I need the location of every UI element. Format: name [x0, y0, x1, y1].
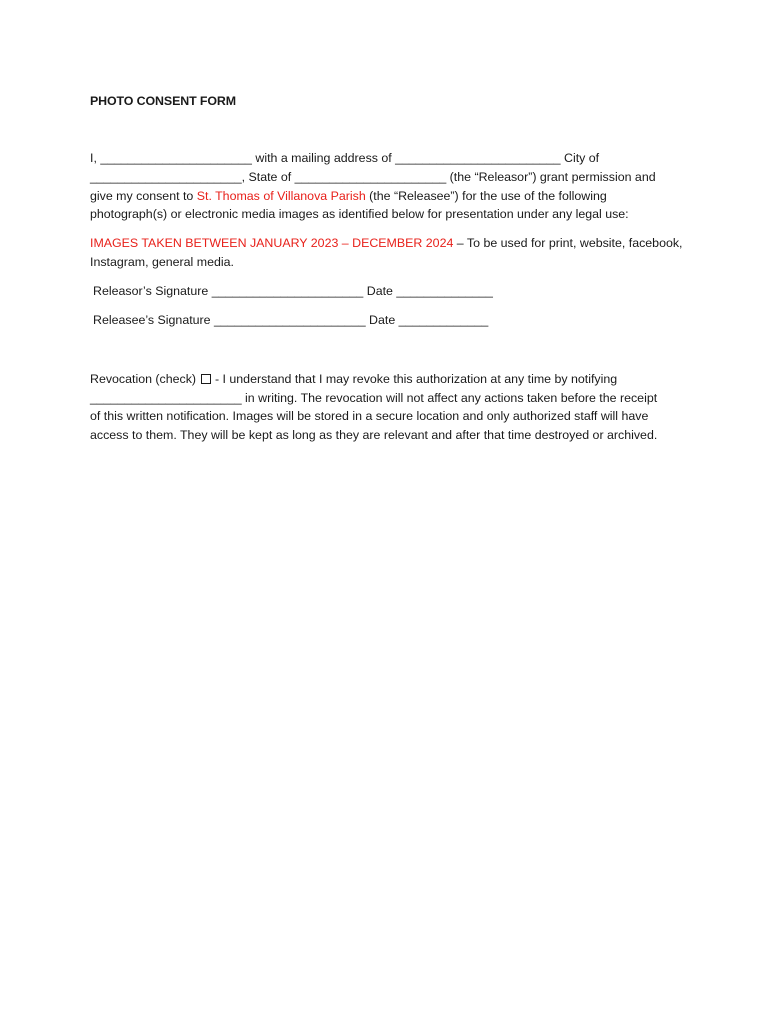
- form-content: [90, 94, 690, 455]
- spacer: [90, 340, 690, 370]
- images-line-1: [90, 234, 690, 253]
- revocation-label: Revocation (check): [90, 371, 200, 386]
- revocation-line-2: ______________________ in writing. The revocation will not affect any actions taken before the receipt: [90, 390, 658, 405]
- revocation-checkbox[interactable]: [201, 374, 211, 384]
- intro-line-3-pre: give my consent to: [90, 188, 197, 203]
- revocation-line-3: of this written notification. Images will be stored in a secure location and only authorized staff will have: [90, 409, 649, 424]
- images-line-2: Instagram, general media.: [90, 254, 234, 269]
- intro-line-2: ______________________, State of ______________________ (the “Releasor”) grant permission and: [90, 169, 656, 184]
- intro-line-3: [90, 187, 690, 206]
- intro-line-1: I, ______________________ with a mailing address of ________________________ City of: [90, 151, 600, 165]
- releasor-signature-line: Releasor’s Signature ______________________ Date ______________: [93, 283, 493, 298]
- intro-paragraph: [90, 149, 690, 224]
- intro-line-4: photograph(s) or electronic media images as identified below for presentation under any legal use:: [90, 207, 629, 222]
- images-paragraph: [90, 234, 690, 272]
- releasee-signature-line: Releasee’s Signature ______________________ Date _____________: [93, 312, 489, 327]
- images-date-range: IMAGES TAKEN BETWEEN JANUARY 2023 – DECEMBER 2024: [90, 236, 454, 251]
- intro-line-3-post: (the “Releasee”) for the use of the following: [365, 188, 607, 203]
- revocation-paragraph: [90, 370, 690, 445]
- images-usage: – To be used for print, website, facebook,: [453, 236, 683, 251]
- releasee-name: St. Thomas of Villanova Parish: [196, 188, 366, 203]
- revocation-line-4: access to them. They will be kept as long as they are relevant and after that time destroyed or archived.: [90, 428, 658, 443]
- form-title: PHOTO CONSENT FORM: [90, 94, 236, 108]
- revocation-line-1: [90, 370, 690, 389]
- revocation-line-1-post: - I understand that I may revoke this authorization at any time by notifying: [211, 371, 618, 386]
